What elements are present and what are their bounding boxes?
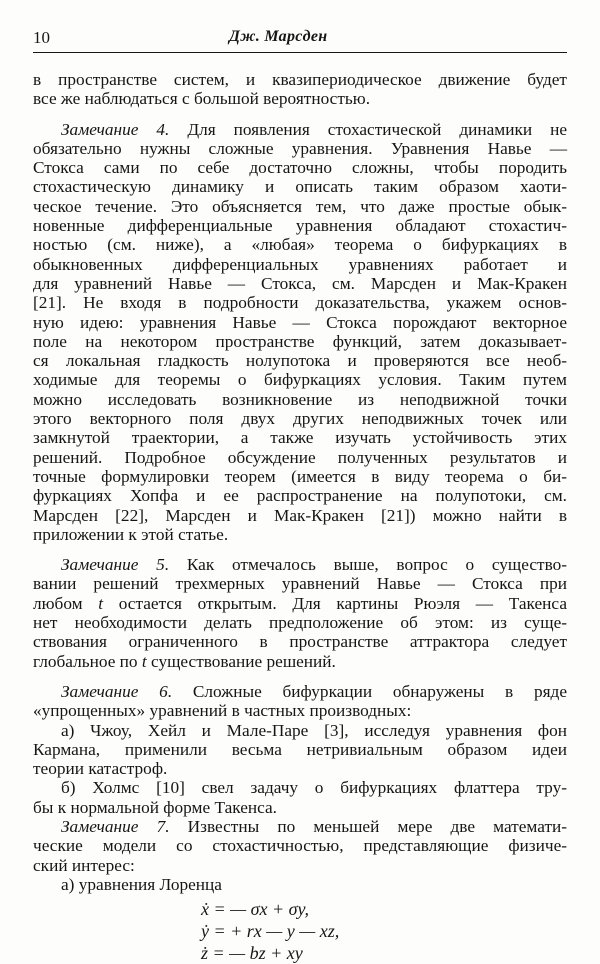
- running-head: Дж. Марсден: [229, 28, 328, 45]
- text-line: Стокса сами по себе достаточно сложны, чтобы породить: [33, 158, 567, 178]
- body-text: [33, 70, 567, 964]
- text-line: нет необходимости делать предположение об этом: из суще-: [33, 613, 567, 633]
- page-number: 10: [33, 28, 50, 47]
- remark-5-first-line: Замечание 5. Как отмечалось выше, вопрос о существо-: [61, 555, 568, 575]
- text-line: Кармана, применили весьма нетривиальным образом идеи: [33, 739, 567, 759]
- text-line: [21]. Не входя в подробности доказательства, укажем основ-: [33, 293, 567, 313]
- text-line: этого векторного поля двух других неподвижных точек или: [33, 409, 567, 429]
- text-line: ностью (см. ниже), а «любая» теорема о бифуркациях в: [33, 235, 567, 255]
- text-line: ский интерес:: [33, 855, 135, 875]
- text-line: а) уравнения Лоренца: [61, 874, 222, 894]
- remark-7-label: Замечание 7.: [61, 816, 170, 836]
- text-line: бы к нормальной форме Такенса.: [33, 797, 278, 817]
- page-header: [33, 28, 567, 53]
- lorenz-equations: [33, 898, 567, 964]
- equation-line: ż = — bz + xy: [201, 943, 303, 964]
- text-line: в пространстве систем, и квазипериодическое движение будет: [33, 70, 567, 89]
- text-line: ходимые для теоремы о бифуркациях условия. Таким путем: [33, 370, 567, 390]
- remark-4-first-line: Замечание 4. Для появления стохастической динамики не: [61, 119, 567, 139]
- text-line: поле на некотором пространстве функций, затем доказывает-: [33, 331, 567, 351]
- text-line: новенные дифференциальные уравнения обладают стохастич-: [33, 216, 567, 236]
- text-line: точные формулировки теорем (имеется в виду теорема о би-: [33, 466, 567, 486]
- text-line: ческое течение. Это объясняется тем, что даже простые обык-: [33, 196, 567, 216]
- equation-line: ẋ = — σx + σy,: [201, 899, 310, 920]
- text-line: стохастическую динамику и описать таким образом хаоти-: [33, 177, 567, 197]
- remark-7-first-line: Замечание 7. Известны по меньшей мере две математи-: [61, 816, 567, 836]
- equation-line: ẏ = + rx — y — xz,: [201, 921, 340, 942]
- text-line: ся локальная гладкость нолупотока и проверяются все необ-: [33, 351, 567, 371]
- remark-5-label: Замечание 5.: [61, 555, 170, 575]
- text-line: замкнутой траектории, а также изучать устойчивость этих: [33, 428, 567, 448]
- text-line: обыкновенных дифференциальных уравнениях работает и: [33, 254, 567, 274]
- text-line: все же наблюдаться с большой вероятностью.: [33, 89, 371, 109]
- text-line: Марсден [22], Марсден и Мак-Кракен [21]) можно найти в: [33, 505, 567, 525]
- text-line: решений. Подробное обсуждение полученных результатов и: [33, 447, 567, 467]
- text-line: ную идею: уравнения Навье — Стокса порождают векторное: [33, 312, 567, 332]
- text-line: для уравнений Навье — Стокса, см. Марсден и Мак-Кракен: [33, 273, 567, 293]
- remark-6-first-line: Замечание 6. Сложные бифуркации обнаружены в ряде: [61, 681, 568, 701]
- text-line: любом t остается открытым. Для картины Рюэля — Такенса: [33, 593, 567, 613]
- text-line: ствования ограниченного в пространстве аттрактора следует: [33, 632, 567, 652]
- remark-4-label: Замечание 4.: [61, 119, 170, 139]
- text-line: а) Чжоу, Хейл и Мале-Парe [3], исследуя уравнения фон: [61, 720, 567, 740]
- text-line: б) Холмс [10] свел задачу о бифуркациях флаттера тру-: [61, 778, 567, 798]
- text-line: теории катастроф.: [33, 759, 168, 779]
- text-line: глобальное по t существование решений.: [33, 651, 336, 671]
- text-line: фуркациях Хопфа и ее распространение на полупотоки, см.: [33, 486, 567, 506]
- remark-6-label: Замечание 6.: [61, 681, 173, 701]
- text-line: вании решений трехмерных уравнений Навье — Стокса при: [33, 574, 567, 594]
- text-line: можно исследовать возникновение из неподвижной точки: [33, 389, 567, 409]
- text-line: ческие модели со стохастичностью, представляющие физиче-: [33, 836, 567, 856]
- text-line: приложении к этой статье.: [33, 524, 229, 544]
- text-line: обязательно нужны сложные уравнения. Уравнения Навье —: [33, 138, 567, 158]
- text-line: «упрощенных» уравнений в частных производных:: [33, 701, 412, 721]
